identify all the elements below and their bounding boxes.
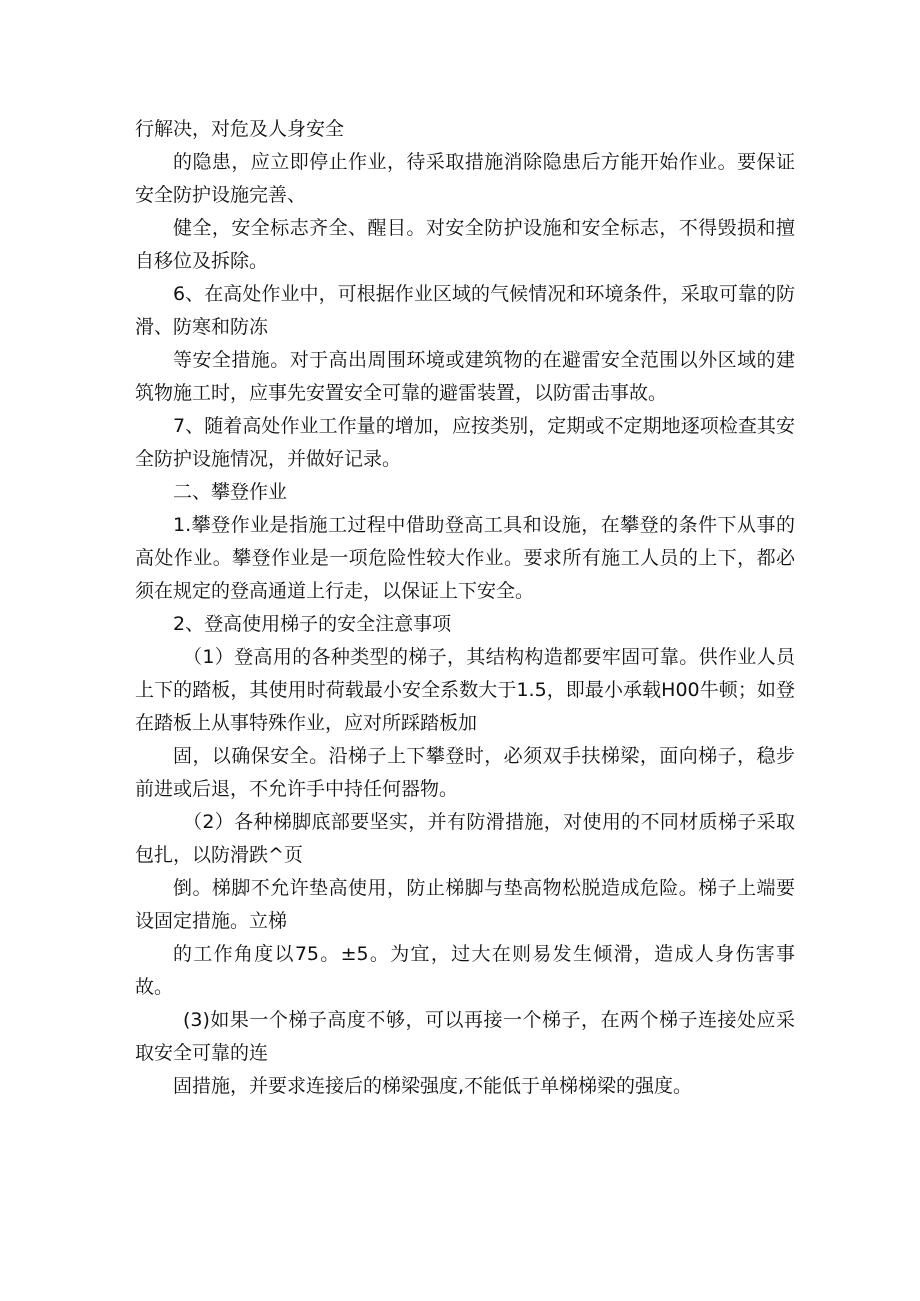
paragraph-14: 的工作角度以75。±5。为宜，过大在则易发生倾滑，造成人身伤害事故。	[135, 943, 795, 998]
paragraph-3: 健全，安全标志齐全、醒目。对安全防护设施和安全标志，不得毁损和擅自移位及拆除。	[135, 217, 795, 272]
paragraph-2: 的隐患，应立即停止作业，待采取措施消除隐患后方能开始作业。要保证安全防护设施完善、	[135, 151, 795, 206]
subheading-ladder-safety: 2、登高使用梯子的安全注意事项	[173, 613, 452, 635]
paragraph-13: 倒。梯脚不允许垫高使用，防止梯脚与垫高物松脱造成危险。梯子上端要设固定措施。立梯	[135, 877, 795, 932]
document-body	[135, 113, 795, 1103]
paragraph-11: 固，以确保安全。沿梯子上下攀登时，必须双手扶梯梁，面向梯子，稳步前进或后退，不允许手中持任何器物。	[135, 745, 795, 800]
paragraph-16: 固措施，并要求连接后的梯梁强度,不能低于单梯梯梁的强度。	[173, 1075, 693, 1097]
section-heading-climbing: 二、攀登作业	[173, 481, 288, 503]
paragraph-8: 1.攀登作业是指施工过程中借助登高工具和设施，在攀登的条件下从事的高处作业。攀登作业是一项危险性较大作业。要求所有施工人员的上下，都必须在规定的登高通道上行走，以保证上下安全。	[135, 514, 795, 602]
paragraph-12: （2）各种梯脚底部要坚实，并有防滑措施，对使用的不同材质梯子采取包扎，以防滑跌^页	[135, 811, 795, 866]
paragraph-6: 7、随着高处作业工作量的增加，应按类别，定期或不定期地逐项检查其安全防护设施情况，并做好记录。	[135, 415, 795, 470]
paragraph-1: 行解决，对危及人身安全	[135, 118, 345, 140]
paragraph-10: （1）登高用的各种类型的梯子，其结构构造都要牢固可靠。供作业人员上下的踏板，其使用时荷载最小安全系数大于1.5，即最小承载H00牛顿；如登在踏板上从事特殊作业，应对所踩踏板加	[135, 646, 795, 734]
paragraph-4: 6、在高处作业中，可根据作业区域的气候情况和环境条件，采取可靠的防滑、防寒和防冻	[135, 283, 795, 338]
paragraph-5: 等安全措施。对于高出周围环境或建筑物的在避雷安全范围以外区域的建筑物施工时，应事先安置安全可靠的避雷装置，以防雷击事故。	[135, 349, 795, 404]
paragraph-15: (3)如果一个梯子高度不够，可以再接一个梯子，在两个梯子连接处应采取安全可靠的连	[135, 1009, 795, 1064]
